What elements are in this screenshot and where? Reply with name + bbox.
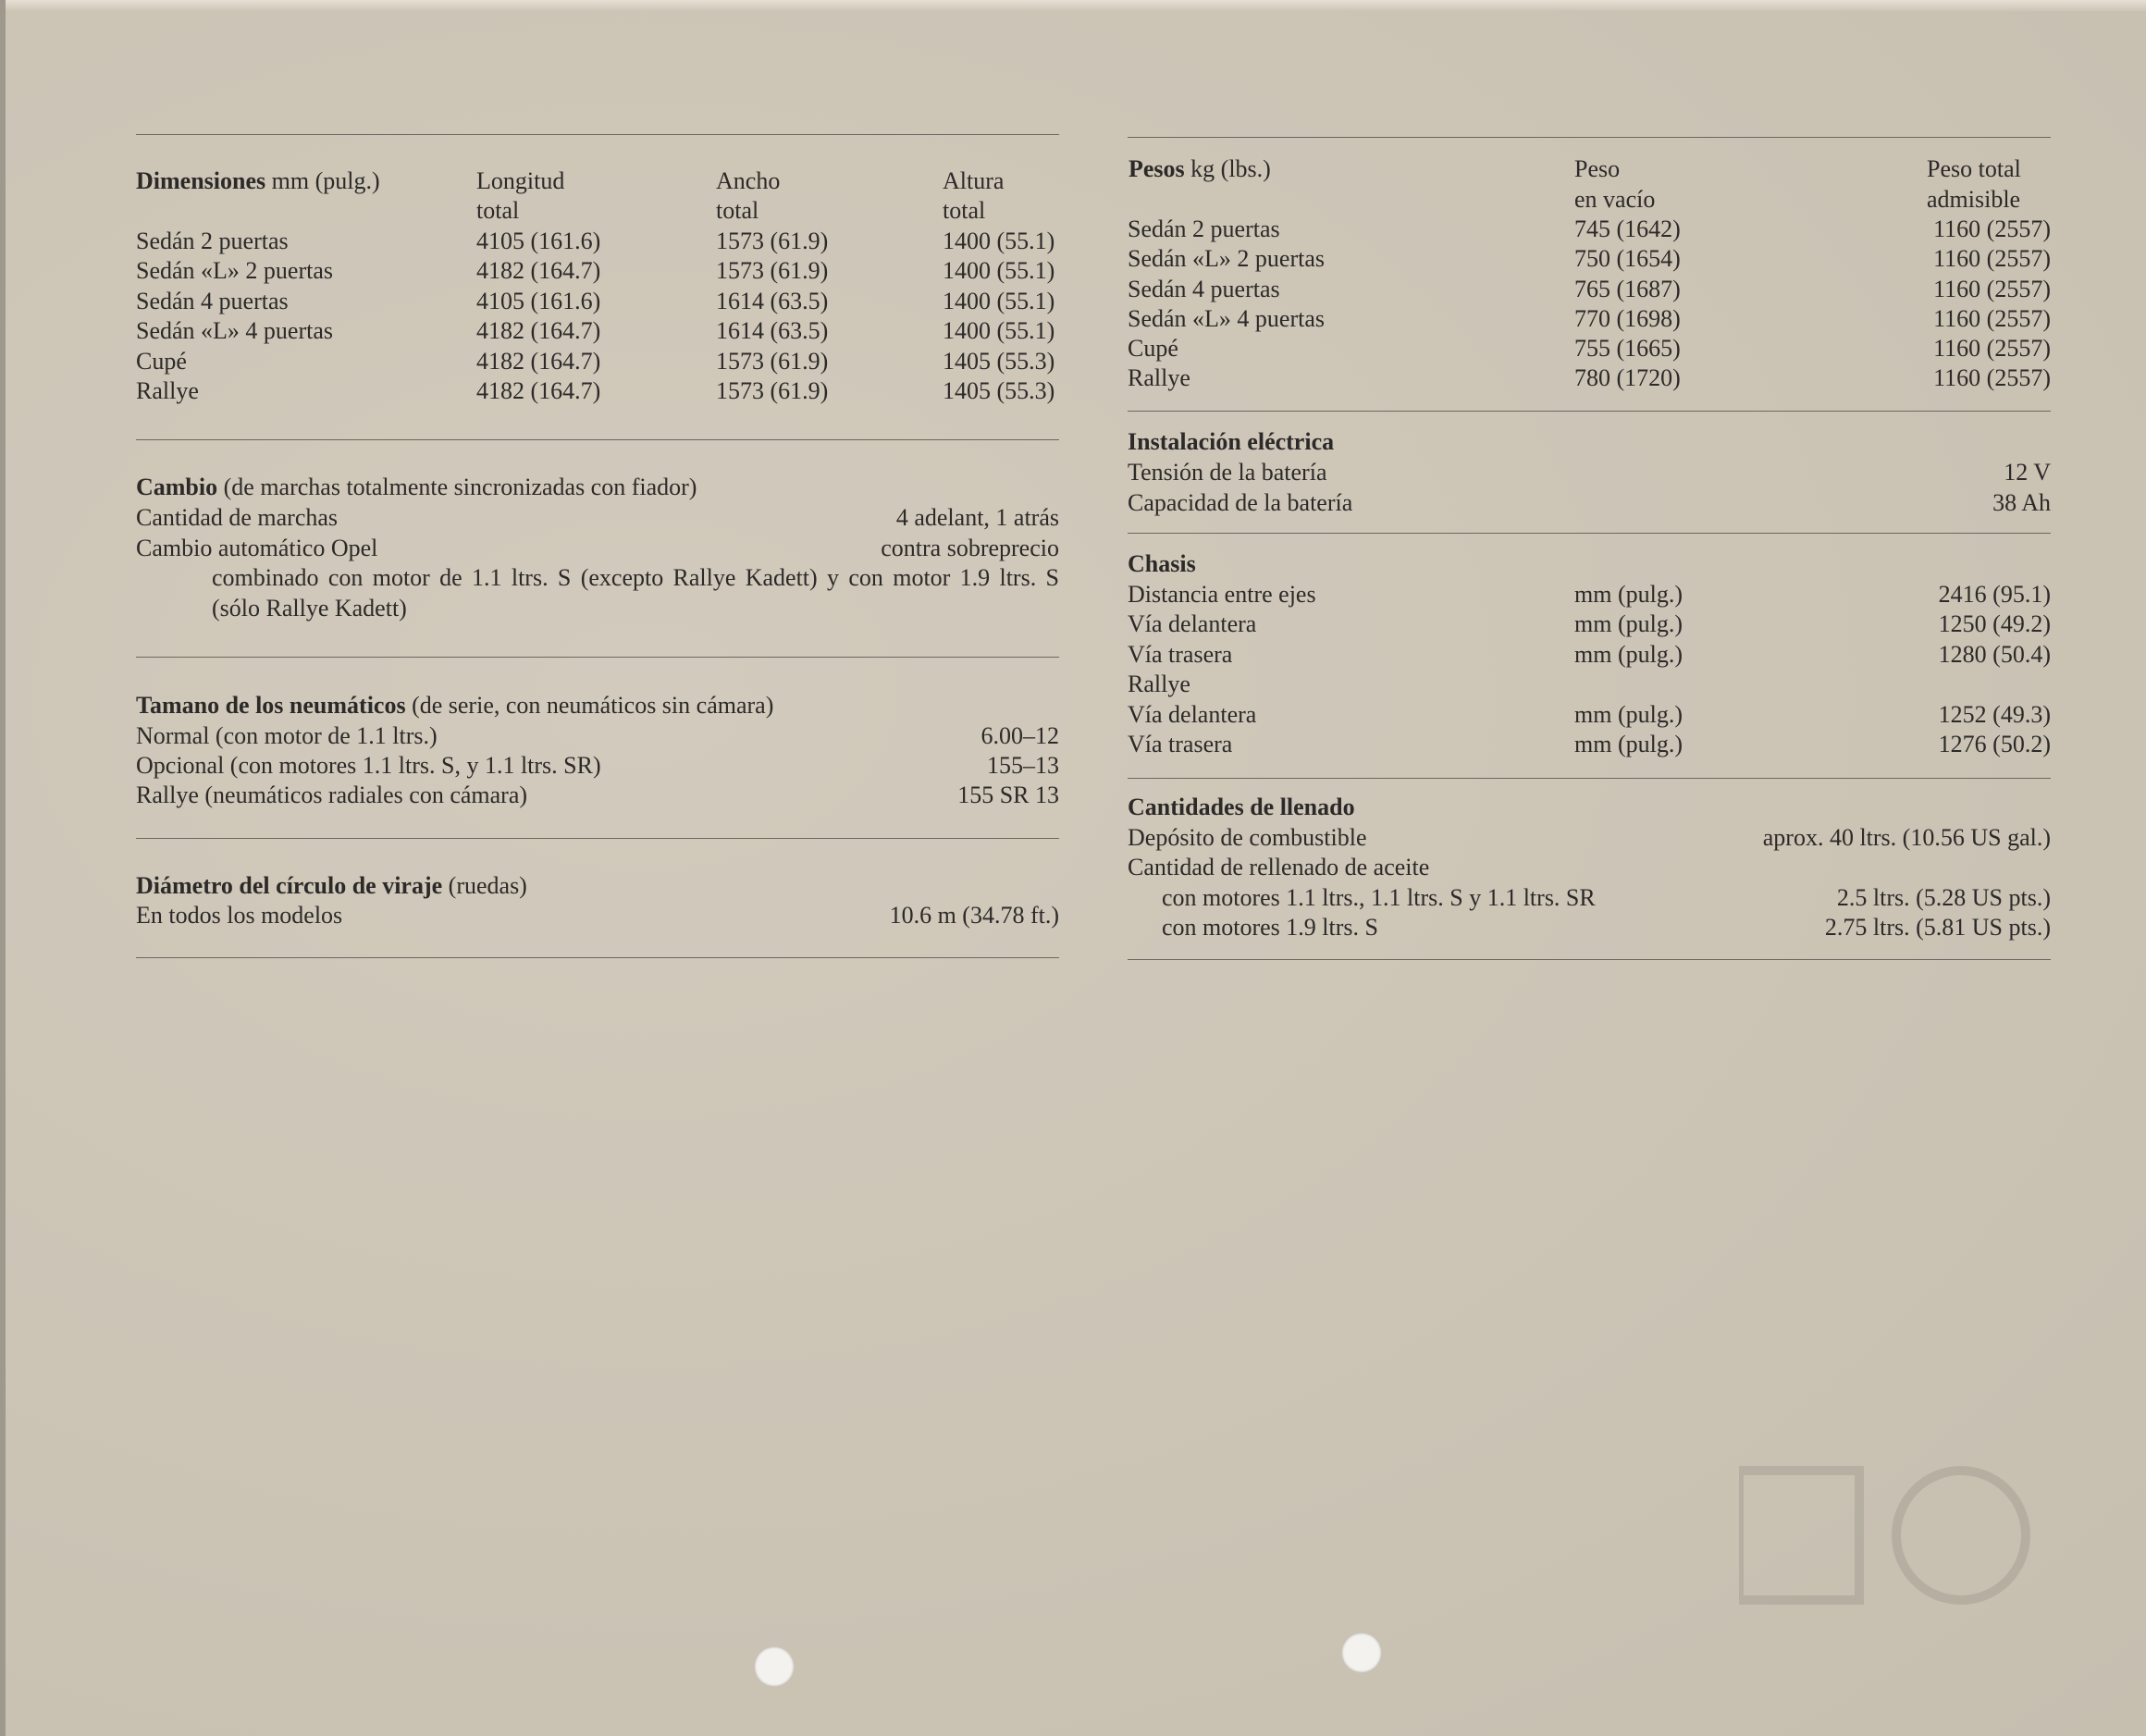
electrical-row	[1128, 488, 2051, 518]
height-value: 1405 (55.3)	[943, 348, 1055, 375]
capacities-label: con motores 1.1 ltrs., 1.1 ltrs. S y 1.1 ltrs. SR	[1162, 884, 1596, 911]
chassis-unit: mm (pulg.)	[1574, 731, 1683, 757]
capacities-row	[1128, 883, 2051, 913]
turning-title: Diámetro del círculo de viraje	[136, 872, 443, 899]
chassis-row	[1128, 670, 2051, 699]
chassis-row	[1128, 640, 2051, 670]
chassis-label: Vía delantera	[1128, 701, 1257, 728]
divider	[1128, 778, 2051, 779]
capacities-value: aprox. 40 ltrs. (10.56 US gal.)	[1762, 824, 2051, 851]
height-value: 1400 (55.1)	[943, 257, 1055, 284]
empty-weight: 770 (1698)	[1574, 305, 1681, 332]
width-value: 1573 (61.9)	[716, 228, 829, 254]
weights-title: Pesos	[1128, 155, 1185, 182]
chassis-header	[1128, 549, 2051, 579]
turning-value: 10.6 m (34.78 ft.)	[889, 902, 1059, 929]
empty-weight: 765 (1687)	[1574, 276, 1681, 302]
weights-row	[1128, 244, 2051, 274]
height-value: 1405 (55.3)	[943, 377, 1055, 404]
capacities-header	[1128, 793, 2051, 822]
dimensions-header-row	[136, 166, 1059, 196]
tires-value: 155–13	[987, 752, 1059, 779]
header-empty-line1: Peso	[1574, 155, 1621, 182]
header-total-line2: admisible	[1927, 186, 2021, 213]
model-name: Sedán «L» 4 puertas	[1128, 305, 1326, 332]
chassis-unit: mm (pulg.)	[1574, 701, 1683, 728]
width-value: 1573 (61.9)	[716, 257, 829, 284]
capacities-value: 2.5 ltrs. (5.28 US pts.)	[1836, 884, 2051, 911]
weights-row	[1128, 334, 2051, 363]
empty-weight: 780 (1720)	[1574, 364, 1681, 391]
electrical-label: Tensión de la batería	[1128, 459, 1327, 486]
capacities-label: con motores 1.9 ltrs. S	[1162, 914, 1378, 941]
capacities-row	[1128, 823, 2051, 853]
turning-label: En todos los modelos	[136, 902, 343, 929]
total-weight: 1160 (2557)	[1933, 245, 2051, 272]
gearbox-value: 4 adelant, 1 atrás	[895, 504, 1059, 531]
tires-row	[136, 781, 1059, 810]
divider	[136, 657, 1059, 658]
total-weight: 1160 (2557)	[1933, 364, 2051, 391]
length-value: 4105 (161.6)	[476, 228, 601, 254]
model-name: Sedán 4 puertas	[136, 288, 289, 314]
tires-row	[136, 751, 1059, 781]
dimensions-row	[136, 376, 1059, 406]
gearbox-header	[136, 473, 1059, 502]
length-value: 4182 (164.7)	[476, 257, 601, 284]
turning-header	[136, 871, 1059, 901]
dimensions-row	[136, 227, 1059, 256]
model-name: Sedán 2 puertas	[1128, 215, 1280, 242]
weights-header-row	[1128, 154, 2051, 184]
model-name: Sedán 2 puertas	[136, 228, 289, 254]
header-length-line1: Longitud	[476, 167, 565, 194]
weights-row	[1128, 363, 2051, 393]
empty-weight: 755 (1665)	[1574, 335, 1681, 362]
chassis-value: 2416 (95.1)	[1938, 581, 2051, 608]
capacities-label: Cantidad de rellenado de aceite	[1128, 854, 1430, 880]
chassis-value: 1280 (50.4)	[1938, 641, 2051, 668]
model-name: Cupé	[136, 348, 187, 375]
width-value: 1573 (61.9)	[716, 348, 829, 375]
dimensions-unit: mm (pulg.)	[271, 167, 380, 194]
electrical-header	[1128, 427, 2051, 457]
chassis-unit: mm (pulg.)	[1574, 641, 1683, 668]
header-empty-line2: en vacío	[1574, 186, 1656, 213]
divider	[1128, 533, 2051, 534]
chassis-label: Vía delantera	[1128, 610, 1257, 637]
height-value: 1400 (55.1)	[943, 228, 1055, 254]
gearbox-value: contra sobreprecio	[881, 535, 1059, 561]
turning-subtitle: (ruedas)	[448, 872, 527, 899]
tires-value: 6.00–12	[980, 722, 1059, 749]
tires-label: Rallye (neumáticos radiales con cámara)	[136, 782, 528, 808]
chassis-value: 1252 (49.3)	[1938, 701, 2051, 728]
header-width-line1: Ancho	[716, 167, 781, 194]
weights-header-row-2	[1128, 185, 2051, 215]
dimensions-row	[136, 316, 1059, 346]
model-name: Sedán «L» 2 puertas	[136, 257, 334, 284]
capacities-row	[1128, 913, 2051, 942]
tires-label: Normal (con motor de 1.1 ltrs.)	[136, 722, 438, 749]
dimensions-header-row-2	[136, 196, 1059, 226]
divider	[136, 134, 1059, 135]
header-width-line2: total	[716, 197, 759, 224]
gearbox-subtitle: (de marchas totalmente sincronizadas con fiador)	[223, 474, 697, 500]
electrical-value: 38 Ah	[1992, 489, 2051, 516]
chassis-row	[1128, 609, 2051, 639]
chassis-label: Rallye	[1128, 671, 1190, 697]
tires-label: Opcional (con motores 1.1 ltrs. S, y 1.1 ltrs. SR)	[136, 752, 601, 779]
width-value: 1573 (61.9)	[716, 377, 829, 404]
length-value: 4182 (164.7)	[476, 377, 601, 404]
electrical-row	[1128, 458, 2051, 487]
length-value: 4182 (164.7)	[476, 348, 601, 375]
capacities-title: Cantidades de llenado	[1128, 794, 1355, 820]
weights-row	[1128, 275, 2051, 304]
dimensions-row	[136, 347, 1059, 376]
weights-unit: kg (lbs.)	[1190, 155, 1271, 182]
model-name: Rallye	[1128, 364, 1190, 391]
binder-hole	[1341, 1632, 1382, 1673]
chassis-unit: mm (pulg.)	[1574, 610, 1683, 637]
length-value: 4182 (164.7)	[476, 317, 601, 344]
electrical-value: 12 V	[2004, 459, 2051, 486]
divider	[1128, 959, 2051, 960]
divider	[136, 439, 1059, 440]
gearbox-row	[136, 503, 1059, 533]
weights-row	[1128, 215, 2051, 244]
total-weight: 1160 (2557)	[1933, 335, 2051, 362]
divider	[136, 838, 1059, 839]
electrical-title: Instalación eléctrica	[1128, 428, 1335, 455]
tires-title: Tamano de los neumáticos	[136, 692, 406, 719]
left-column	[136, 0, 1059, 1736]
dimensions-row	[136, 256, 1059, 286]
height-value: 1400 (55.1)	[943, 288, 1055, 314]
total-weight: 1160 (2557)	[1933, 276, 2051, 302]
capacities-value: 2.75 ltrs. (5.81 US pts.)	[1824, 914, 2051, 941]
model-name: Sedán «L» 2 puertas	[1128, 245, 1326, 272]
width-value: 1614 (63.5)	[716, 288, 829, 314]
model-name: Sedán 4 puertas	[1128, 276, 1280, 302]
chassis-label: Vía trasera	[1128, 641, 1233, 668]
total-weight: 1160 (2557)	[1933, 215, 2051, 242]
chassis-row	[1128, 700, 2051, 730]
chassis-title: Chasis	[1128, 550, 1196, 577]
model-name: Sedán «L» 4 puertas	[136, 317, 334, 344]
divider	[1128, 137, 2051, 138]
electrical-label: Capacidad de la batería	[1128, 489, 1353, 516]
chassis-label: Distancia entre ejes	[1128, 581, 1316, 608]
header-height-line2: total	[943, 197, 986, 224]
header-height-line1: Altura	[943, 167, 1005, 194]
chassis-unit: mm (pulg.)	[1574, 581, 1683, 608]
gearbox-row	[136, 534, 1059, 563]
gearbox-label: Cambio automático Opel	[136, 535, 378, 561]
turning-row	[136, 901, 1059, 930]
empty-weight: 745 (1642)	[1574, 215, 1681, 242]
chassis-value: 1276 (50.2)	[1938, 731, 2051, 757]
binder-hole	[754, 1646, 795, 1687]
tires-subtitle: (de serie, con neumáticos sin cámara)	[412, 692, 774, 719]
page-left-edge	[0, 0, 6, 1736]
capacities-row	[1128, 853, 2051, 882]
header-total-line1: Peso total	[1927, 155, 2021, 182]
length-value: 4105 (161.6)	[476, 288, 601, 314]
weights-row	[1128, 304, 2051, 334]
chassis-row	[1128, 730, 2051, 759]
divider	[136, 957, 1059, 958]
empty-weight: 750 (1654)	[1574, 245, 1681, 272]
dimensions-row	[136, 287, 1059, 316]
model-name: Rallye	[136, 377, 199, 404]
model-name: Cupé	[1128, 335, 1178, 362]
height-value: 1400 (55.1)	[943, 317, 1055, 344]
tires-row	[136, 721, 1059, 751]
chassis-value: 1250 (49.2)	[1938, 610, 2051, 637]
chassis-row	[1128, 580, 2051, 609]
tires-value: 155 SR 13	[957, 782, 1059, 808]
gearbox-note: combinado con motor de 1.1 ltrs. S (excepto Rallye Kadett) y con motor 1.9 ltrs. S (sólo Rallye Kadett)	[212, 564, 1059, 622]
header-length-line2: total	[476, 197, 520, 224]
capacities-label: Depósito de combustible	[1128, 824, 1367, 851]
tires-header	[136, 691, 1059, 720]
gearbox-title: Cambio	[136, 474, 218, 500]
divider	[1128, 411, 2051, 412]
width-value: 1614 (63.5)	[716, 317, 829, 344]
dimensions-title: Dimensiones	[136, 167, 266, 194]
chassis-label: Vía trasera	[1128, 731, 1233, 757]
show-through-stamp	[1739, 1452, 2035, 1619]
total-weight: 1160 (2557)	[1933, 305, 2051, 332]
gearbox-label: Cantidad de marchas	[136, 504, 339, 531]
